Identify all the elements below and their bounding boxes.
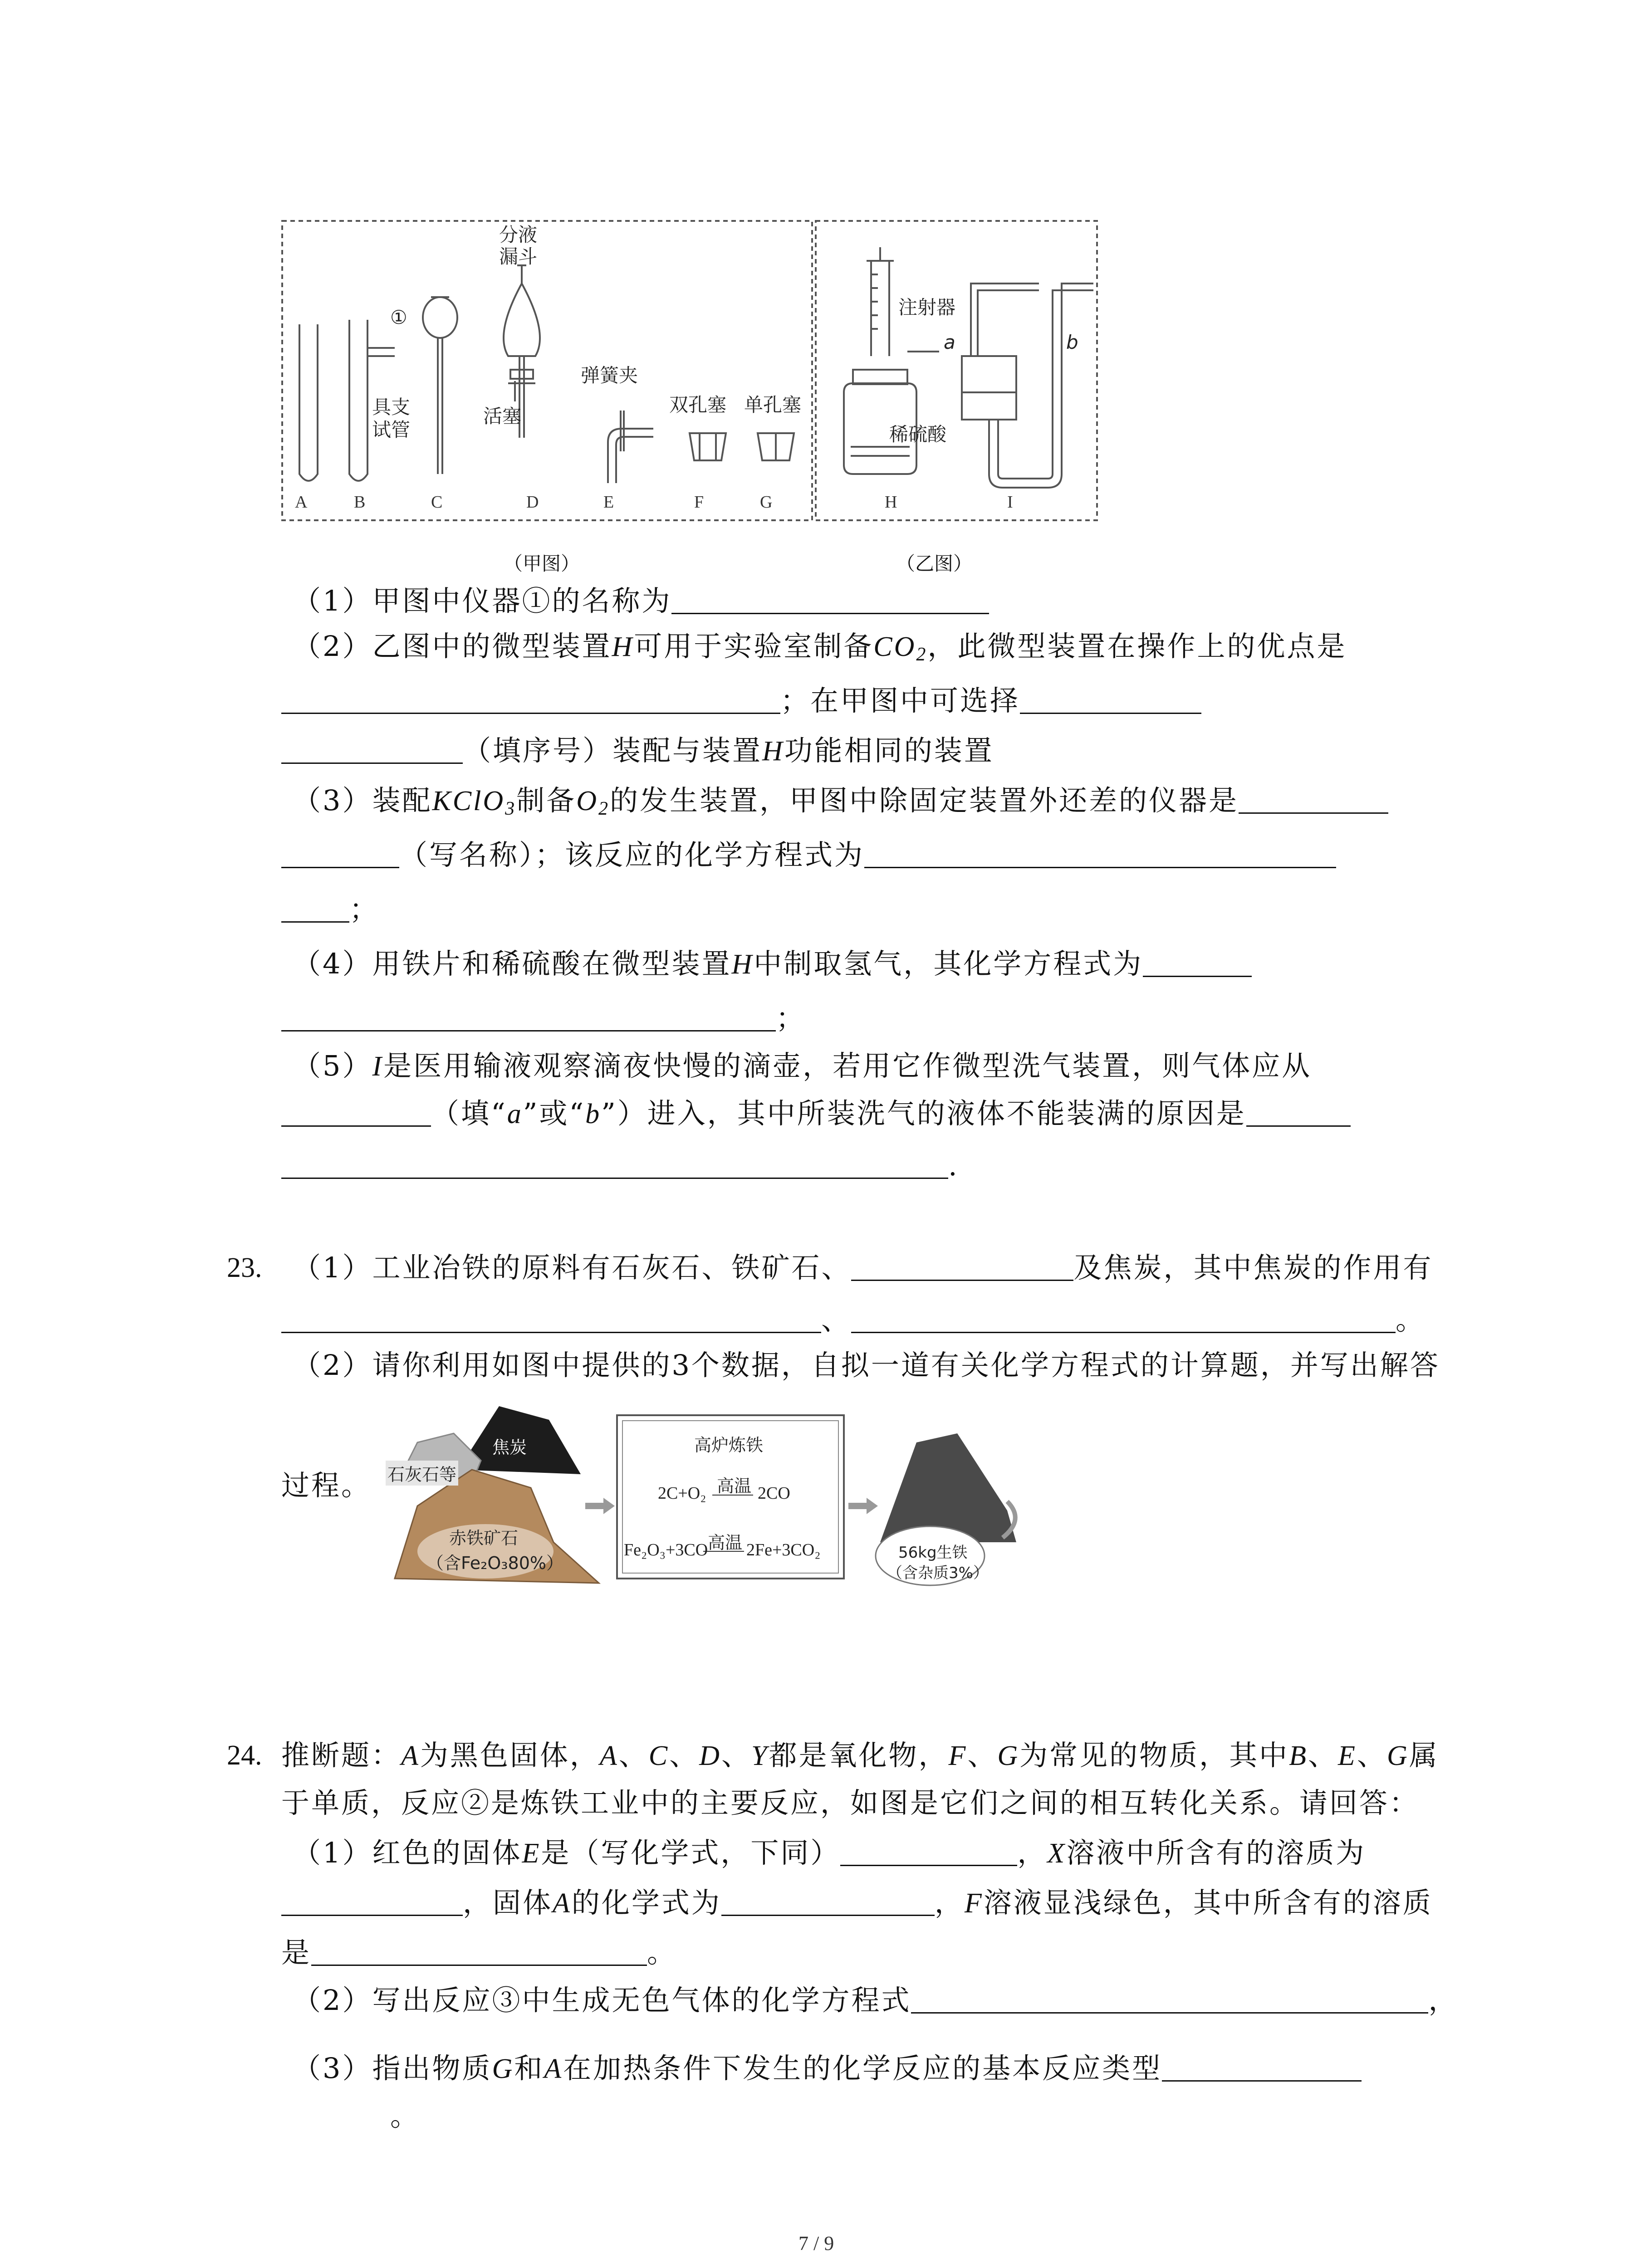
q23-part2-guocheng: 过程。 (281, 1469, 372, 1502)
q24-part1-line2: ，固体A的化学式为 ，F溶液显浅绿色，其中所含有的溶质 (281, 1885, 1433, 1921)
page-number: 7 / 9 (798, 2232, 834, 2254)
q22-part5-line2: （填“a”或“b”）进入，其中所装洗气的液体不能装满的原因是 (281, 1095, 1351, 1132)
answer-blank-q22-2c[interactable] (281, 733, 463, 764)
variable-letter: Y (751, 1740, 769, 1771)
label-zhusheqi: 注射器 (898, 296, 956, 318)
label-loudou: 漏斗 (499, 245, 538, 268)
answer-blank-q22-3d[interactable] (281, 892, 349, 923)
variable-letter: F (948, 1740, 968, 1771)
q22-part3-line2: （写名称）；该反应的化学方程式为 (281, 837, 1336, 873)
blast-furnace-figure (381, 1393, 1034, 1597)
answer-blank-q22-3b[interactable] (281, 838, 399, 868)
answer-blank-q22-4a[interactable] (1143, 947, 1252, 977)
answer-blank-q24-2[interactable] (911, 1983, 1428, 2014)
answer-blank-q22-5a[interactable] (281, 1096, 431, 1127)
eq2-left: Fe₂O₃+3CO (624, 1540, 708, 1559)
answer-blank-q24-3[interactable] (1162, 2051, 1362, 2082)
q24-line2: 于单质，反应②是炼铁工业中的主要反应，如图是它们之间的相互转化关系。请回答： (281, 1786, 1420, 1819)
q24-line1 (281, 1737, 1439, 1774)
label-port-b: b (1066, 331, 1078, 353)
variable-letter: D (699, 1740, 721, 1771)
furnace-title: 高炉炼铁 (694, 1435, 764, 1455)
letter-C: C (431, 493, 443, 512)
answer-blank-q22-1[interactable] (671, 584, 989, 614)
apparatus-drawing (281, 220, 1098, 538)
variable-letter: A (401, 1740, 420, 1771)
variable-letter: G (997, 1740, 1020, 1771)
eq2-condition: 高温 (708, 1533, 743, 1553)
q22-part4-line2: ； (281, 1000, 806, 1036)
letter-A: A (295, 493, 308, 512)
pig-iron-impurity: （含杂质3%） (887, 1564, 989, 1582)
text-run: 为黑色固体， (420, 1739, 600, 1772)
q24-part1-line3: 是 。 (281, 1936, 677, 1969)
q22-part2-line3: （填序号）装配与装置H功能相同的装置 (281, 733, 994, 769)
variable-letter: B (1289, 1740, 1308, 1771)
label-shuangkongsai: 双孔塞 (669, 394, 727, 416)
label-huosai: 活塞 (483, 405, 522, 427)
text-run: 都是氧化物， (769, 1739, 949, 1772)
letter-B: B (354, 493, 366, 512)
answer-blank-q23-1c[interactable] (851, 1303, 1396, 1333)
text-run: 、 (721, 1739, 751, 1772)
q22-part5-line1: （5）I是医用输液观察滴夜快慢的滴壶，若用它作微型洗气装置，则气体应从 (293, 1049, 1312, 1082)
text-run: 、 (669, 1739, 700, 1772)
text-run: 、 (618, 1739, 649, 1772)
answer-blank-q22-2a[interactable] (281, 684, 780, 714)
q24-part2: （2）写出反应③中生成无色气体的化学方程式 ， (293, 1984, 1459, 2017)
caption-yi: （乙图） (896, 552, 973, 575)
caption-jia: （甲图） (504, 552, 580, 575)
answer-blank-q22-5c[interactable] (281, 1149, 948, 1179)
label-circle-1: ① (390, 306, 407, 328)
q24-part1-line1: （1）红色的固体E是（写化学式，下同） ，X溶液中所含有的溶质为 (293, 1836, 1366, 1869)
q23-part2: （2）请你利用如图中提供的3个数据，自拟一道有关化学方程式的计算题，并写出解答 (293, 1349, 1440, 1382)
q22-part4-line1: （4）用铁片和稀硫酸在微型装置H中制取氢气，其化学方程式为 (293, 946, 1252, 982)
coke-label: 焦炭 (492, 1437, 527, 1457)
letter-G: G (760, 493, 773, 512)
answer-blank-q24-1c[interactable] (721, 1886, 935, 1916)
answer-blank-q22-2b[interactable] (1020, 684, 1201, 714)
variable-letter: C (648, 1740, 670, 1771)
pig-iron-label: 56kg生铁 (898, 1544, 968, 1562)
eq1-right: 2CO (758, 1484, 790, 1503)
label-port-a: a (944, 331, 955, 353)
letter-H: H (885, 493, 897, 512)
text-run: 属 (1409, 1739, 1439, 1772)
answer-blank-q24-1b[interactable] (281, 1886, 463, 1916)
q24-part3: （3）指出物质G和A在加热条件下发生的化学反应的基本反应类型 (293, 2050, 1362, 2087)
answer-blank-q22-5b[interactable] (1246, 1096, 1351, 1127)
apparatus-figure (281, 220, 1098, 575)
text-run: 、 (1357, 1739, 1387, 1772)
answer-blank-q22-4b[interactable] (281, 1001, 776, 1031)
variable-letter: G (1386, 1740, 1409, 1771)
q23-number: 23. (227, 1252, 262, 1283)
eq1-left: 2C+O₂ (658, 1484, 706, 1503)
text-run: 、 (967, 1739, 998, 1772)
q22-part3-line1: （3）装配KClO$_3$制备$O_2$的发生装置，甲图中除固定装置外还差的仪器是 (293, 782, 1388, 827)
answer-blank-q24-1a[interactable] (840, 1836, 1017, 1866)
q22-part1: （1）甲图中仪器①的名称为 (293, 583, 989, 619)
text-run: 为常见的物质，其中 (1019, 1739, 1289, 1772)
q22-part5-line3: . (281, 1148, 959, 1184)
answer-blank-q23-1a[interactable] (851, 1251, 1073, 1281)
label-shiguan: 试管 (372, 419, 411, 441)
variable-letter: A (599, 1740, 619, 1771)
q23-part1-line2: 、 。 (281, 1302, 1425, 1338)
answer-blank-q22-3a[interactable] (1239, 783, 1388, 814)
label-dankongsai: 单孔塞 (744, 394, 802, 416)
variable-letter: E (1338, 1740, 1357, 1771)
q24-number: 24. (227, 1740, 262, 1771)
letter-E: E (603, 493, 614, 512)
label-juzhi: 具支 (372, 396, 411, 418)
answer-blank-q24-1d[interactable] (311, 1936, 647, 1966)
text-run: 推断题： (281, 1739, 402, 1772)
limestone-label: 石灰石等 (386, 1461, 458, 1486)
label-fenye: 分液 (499, 224, 538, 246)
letter-F: F (694, 493, 704, 512)
eq2-right: 2Fe+3CO₂ (746, 1540, 821, 1559)
label-danhuangjia: 弹簧夹 (581, 364, 638, 386)
answer-blank-q22-3c[interactable] (864, 838, 1336, 868)
q24-part3-end: 。 (390, 2099, 421, 2132)
q22-part2-line1: （2）乙图中的微型装置H可用于实验室制备$CO_2$，此微型装置在操作上的优点是 (293, 630, 1347, 665)
answer-blank-q23-1b[interactable] (281, 1303, 821, 1333)
hematite-percent: （含Fe₂O₃80%） (426, 1553, 563, 1573)
q23-part1-line1: （1）工业冶铁的原料有石灰石、铁矿石、 及焦炭，其中焦炭的作用有 (293, 1251, 1433, 1284)
hematite-label: 赤铁矿石 (449, 1528, 519, 1548)
label-xiliusuan: 稀硫酸 (889, 423, 947, 445)
letter-I: I (1007, 493, 1013, 512)
letter-D: D (526, 493, 539, 512)
text-run: 、 (1308, 1739, 1338, 1772)
q22-part3-line3: ； (281, 891, 379, 928)
eq1-condition: 高温 (717, 1476, 752, 1496)
q22-part2-line2: ；在甲图中可选择 (281, 683, 1201, 719)
